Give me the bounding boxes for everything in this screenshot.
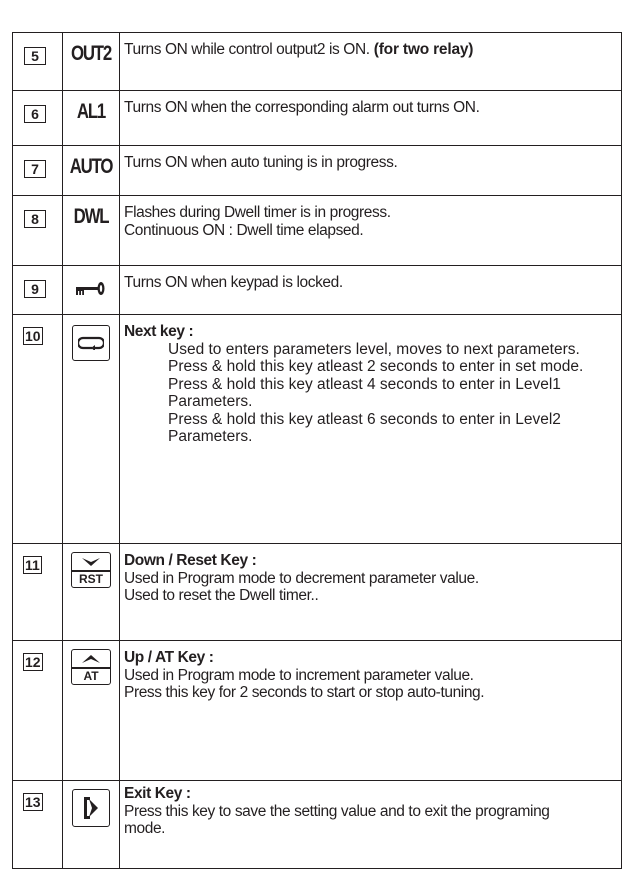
up-at-key-icon [71,649,111,685]
key-lock-icon [72,280,110,300]
key-title: Next key : [124,323,194,340]
key-title: Up / AT Key : [124,649,214,666]
description-line: Press & hold this key atleast 6 seconds to enter in Level2 Parameters. [168,410,561,445]
next-key-icon [72,325,110,361]
item-number: 7 [24,160,46,178]
item-number: 11 [25,557,40,573]
key-title: Exit Key : [124,785,191,802]
key-label: AT [83,669,99,683]
table-row [13,315,622,544]
indicator-key-table [12,32,622,869]
auto-indicator: AUTO [69,155,113,178]
item-number: 6 [24,105,46,123]
out2-indicator: OUT2 [70,42,111,65]
down-reset-key-icon [71,552,111,588]
exit-key-icon [72,789,110,827]
table-row [13,544,622,641]
description-note: (for two relay) [369,41,474,58]
description-line: Press & hold this key atleast 4 seconds to enter in Level1 Parameters. [168,375,561,410]
description-line: Used in Program mode to increment parameter value. [124,666,474,684]
description: Turns ON when auto tuning is in progress. [124,154,398,171]
description-line: Used in Program mode to decrement parameter value. [124,569,479,587]
key-label: RST [79,572,103,586]
item-number: 13 [25,794,41,810]
description-line: Press this key for 2 seconds to start or stop auto-tuning. [124,684,485,701]
table-row [13,33,622,91]
table-row [13,641,622,781]
table-row [13,196,622,266]
description-line: Press this key to save the setting value and to exit the programing mode. [124,802,550,837]
description-line: Flashes during Dwell timer is in progress. [124,204,391,221]
item-number: 8 [24,210,46,228]
table-row [13,781,622,869]
table-row [13,146,622,196]
description: Turns ON when the corresponding alarm out turns ON. [124,99,480,116]
key-title: Down / Reset Key : [124,552,257,569]
item-number: 9 [24,280,46,298]
description-line: Used to enters parameters level, moves to next parameters. [168,340,580,358]
al1-indicator: AL1 [76,100,106,123]
table-row [13,266,622,315]
item-number: 5 [24,47,46,65]
description-line: Press & hold this key atleast 2 seconds to enter in set mode. [168,358,584,375]
dwl-indicator: DWL [73,205,109,228]
description-line: Continuous ON : Dwell time elapsed. [124,221,364,239]
description: Turns ON when keypad is locked. [124,274,343,291]
description-line: Used to reset the Dwell timer.. [124,587,319,604]
item-number: 12 [25,654,41,670]
description: Turns ON while control output2 is ON. [124,41,370,58]
item-number: 10 [25,328,41,344]
table-row [13,91,622,146]
